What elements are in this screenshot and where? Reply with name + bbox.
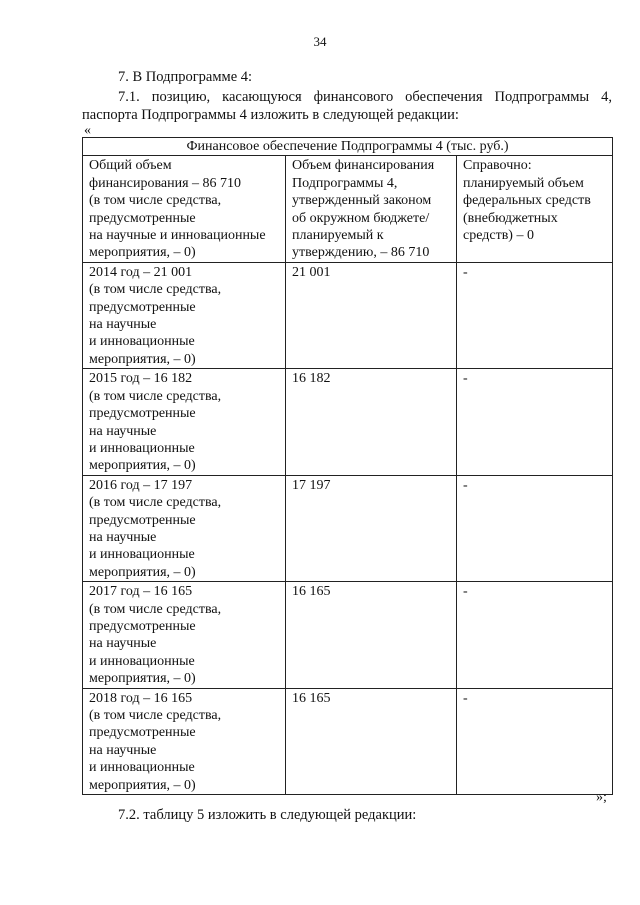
table-row: [83, 369, 613, 475]
year-line: и инновационные: [89, 440, 195, 456]
year-line: и инновационные: [89, 760, 195, 776]
year-line: на научные: [89, 317, 157, 333]
year-line: 2016 год – 17 197: [89, 477, 193, 493]
reference-cell: -: [457, 475, 613, 581]
column-header-budget: [286, 156, 457, 262]
page-number: 34: [313, 34, 327, 49]
column-header-total: [83, 156, 286, 262]
budget-cell: 16 165: [286, 688, 457, 794]
year-cell: [83, 369, 286, 475]
reference-cell: -: [457, 688, 613, 794]
table-header: Финансовое обеспечение Подпрограммы 4 (тыс. руб.): [83, 138, 613, 156]
budget-cell: 16 165: [286, 582, 457, 688]
budget-cell: 21 001: [286, 262, 457, 368]
budget-cell: 17 197: [286, 475, 457, 581]
header-line: Объем финансирования: [292, 158, 435, 174]
year-line: на научные: [89, 636, 157, 652]
header-line: Справочно:: [463, 158, 532, 174]
section-heading: 7. В Подпрограмме 4:: [118, 69, 253, 85]
header-line: Подпрограммы 4,: [292, 175, 398, 191]
year-line: мероприятия, – 0): [89, 671, 196, 687]
header-line: об окружном бюджете/: [292, 210, 430, 226]
header-line: утверждению, – 86 710: [292, 245, 430, 261]
reference-cell: -: [457, 369, 613, 475]
table-row: [83, 475, 613, 581]
year-line: (в том числе средства,: [89, 708, 222, 723]
year-line: (в том числе средства,: [89, 495, 222, 511]
year-cell: [83, 688, 286, 794]
financing-table: [82, 137, 613, 795]
year-line: 2014 год – 21 001: [89, 264, 193, 280]
year-line: 2017 год – 16 165: [89, 584, 193, 600]
reference-cell: -: [457, 582, 613, 688]
header-line: (внебюджетных: [463, 210, 558, 226]
header-line: Общий объем: [89, 158, 172, 174]
year-line: 2015 год – 16 182: [89, 371, 193, 387]
year-line: (в том числе средства,: [89, 388, 222, 404]
table-row: [83, 262, 613, 368]
table-row: [83, 688, 613, 794]
header-line: средств) – 0: [463, 228, 534, 244]
year-line: (в том числе средства,: [89, 282, 222, 298]
header-line: (в том числе средства,: [89, 193, 222, 209]
header-line: утвержденный законом: [292, 193, 432, 209]
year-line: мероприятия, – 0): [89, 458, 196, 474]
year-line: предусмотренные: [89, 725, 196, 741]
year-line: и инновационные: [89, 334, 195, 350]
header-line: на научные и инновационные: [89, 228, 266, 244]
header-line: планируемый к: [292, 228, 384, 244]
close-quote: »;: [596, 790, 607, 805]
year-line: предусмотренные: [89, 618, 196, 634]
year-line: мероприятия, – 0): [89, 351, 196, 367]
year-cell: [83, 582, 286, 688]
year-line: предусмотренные: [89, 406, 196, 422]
header-line: федеральных средств: [463, 193, 591, 209]
table-row: [83, 582, 613, 688]
year-line: мероприятия, – 0): [89, 564, 196, 580]
paragraph-7-2: 7.2. таблицу 5 изложить в следующей редакции:: [118, 807, 417, 823]
column-header-reference: [457, 156, 613, 262]
year-line: на научные: [89, 529, 157, 545]
header-line: финансирования – 86 710: [89, 175, 242, 191]
year-line: (в том числе средства,: [89, 601, 222, 617]
header-line: предусмотренные: [89, 210, 196, 226]
budget-cell: 16 182: [286, 369, 457, 475]
header-line: планируемый объем: [463, 175, 584, 191]
open-quote: «: [84, 123, 91, 138]
year-line: мероприятия, – 0): [89, 777, 196, 793]
year-line: на научные: [89, 423, 157, 439]
year-line: 2018 год – 16 165: [89, 690, 193, 706]
year-line: предусмотренные: [89, 512, 196, 528]
year-line: предусмотренные: [89, 299, 196, 315]
year-line: на научные: [89, 742, 157, 758]
header-line: мероприятия, – 0): [89, 245, 196, 261]
year-line: и инновационные: [89, 653, 195, 669]
year-cell: [83, 475, 286, 581]
paragraph-7-1: 7.1. позицию, касающуюся финансового обеспечения Подпрограммы 4, паспорта Подпрограммы 4 изложить в следующей редакции:: [82, 89, 612, 123]
column-headers-row: [83, 156, 613, 262]
year-cell: [83, 262, 286, 368]
year-line: и инновационные: [89, 547, 195, 563]
reference-cell: -: [457, 262, 613, 368]
